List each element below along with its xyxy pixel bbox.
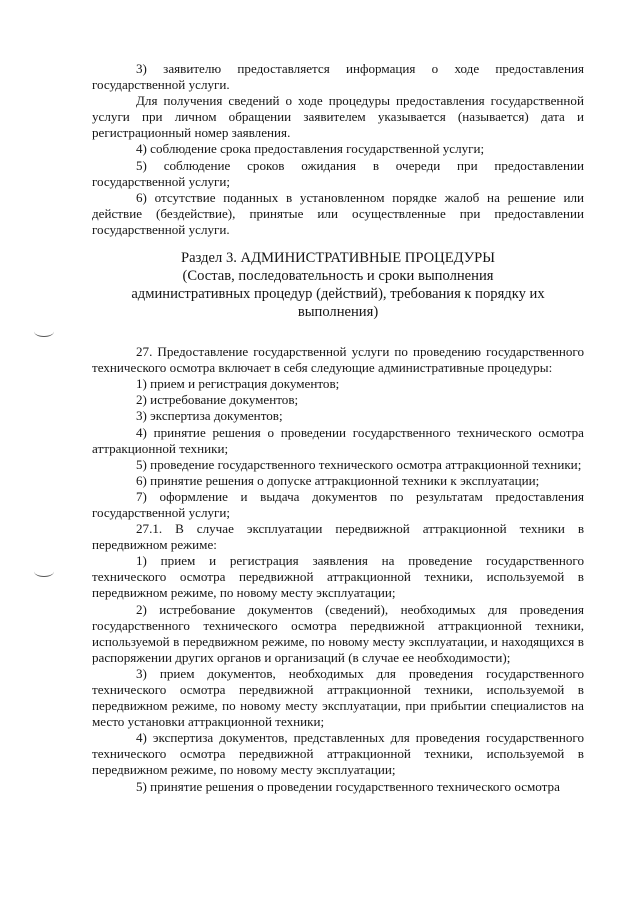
section-subtitle-line: выполнения) xyxy=(297,304,379,321)
section-title: Раздел 3. АДМИНИСТРАТИВНЫЕ ПРОЦЕДУРЫ xyxy=(181,250,495,267)
list-item: 4) принятие решения о проведении государственного технического осмотра аттракционной техники; xyxy=(92,424,584,456)
paragraph: 3) заявителю предоставляется информация о ходе предоставления государственной услуги. xyxy=(92,61,584,93)
section-heading xyxy=(92,249,584,321)
list-item: 5) принятие решения о проведении государственного технического осмотра xyxy=(136,778,560,794)
list-item: 5) проведение государственного технического осмотра аттракционной техники; xyxy=(136,456,582,472)
document-body xyxy=(92,61,584,795)
paragraph: Для получения сведений о ходе процедуры предоставления государственной услуги при личном обращении заявителем указывается (называется) дата и регистрационный номер заявления. xyxy=(92,93,584,141)
list-item: 7) оформление и выдача документов по результатам предоставления государственной услуги; xyxy=(92,488,584,520)
list-item: 2) истребование документов (сведений), необходимых для проведения государственного технического осмотра передвижной аттракционной техники, используемой в передвижном режиме, по новому месту эксплуатации, и находящихся в распоряжении других органов и организаций (в случае ее необходимости); xyxy=(92,601,584,665)
paragraph: 27.1. В случае эксплуатации передвижной аттракционной техники в передвижном режиме: xyxy=(92,521,584,553)
list-item: 1) прием и регистрация заявления на проведение государственного технического осмотра передвижной аттракционной техники, используемой в передвижном режиме, по новому месту эксплуатации; xyxy=(92,553,584,601)
section-subtitle-line: (Состав, последовательность и сроки выполнения xyxy=(182,268,494,285)
scan-mark xyxy=(34,566,54,577)
scan-mark xyxy=(34,326,54,337)
paragraph: 4) соблюдение срока предоставления государственной услуги; xyxy=(136,141,485,157)
list-item: 4) экспертиза документов, представленных для проведения государственного технического осмотра передвижной аттракционной техники, используемой в передвижном режиме, по новому месту эксплуатации; xyxy=(92,730,584,778)
paragraph: 6) отсутствие поданных в установленном порядке жалоб на решение или действие (бездействие), принятые или осуществленные при предоставлении государственной услуги. xyxy=(92,189,584,237)
paragraph: 27. Предоставление государственной услуги по проведению государственного технического осмотра включает в себя следующие административные процедуры: xyxy=(92,344,584,376)
list-item: 2) истребование документов; xyxy=(136,392,299,408)
list-item: 3) прием документов, необходимых для проведения государственного технического осмотра передвижной аттракционной техники, используемой в передвижном режиме, по новому месту эксплуатации, при прибытии специалистов на место установки аттракционной техники; xyxy=(92,665,584,730)
list-item: 1) прием и регистрация документов; xyxy=(136,376,340,392)
paragraph: 5) соблюдение сроков ожидания в очереди при предоставлении государственной услуги; xyxy=(92,157,584,189)
list-item: 3) экспертиза документов; xyxy=(136,408,283,424)
section-subtitle-line: административных процедур (действий), требования к порядку их xyxy=(131,286,545,303)
list-item: 6) принятие решения о допуске аттракционной техники к эксплуатации; xyxy=(136,472,540,488)
